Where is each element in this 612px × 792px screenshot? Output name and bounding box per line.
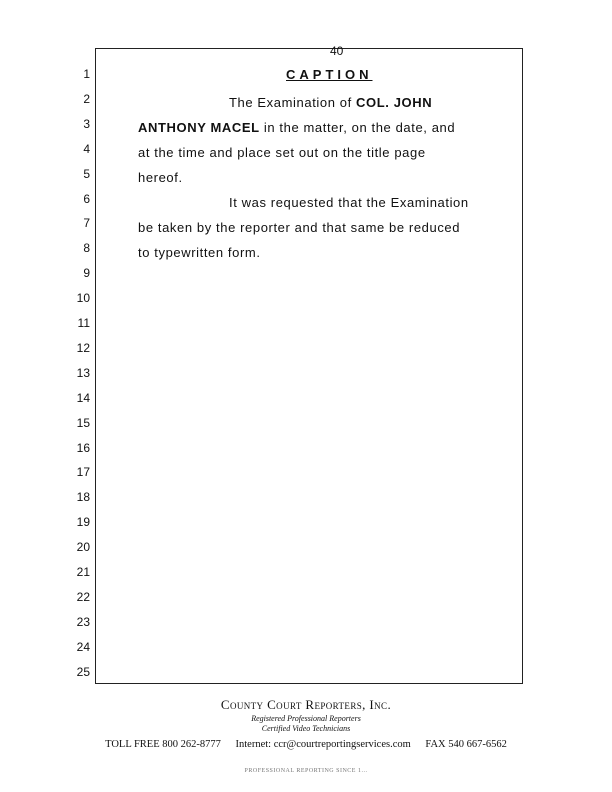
footer-tagline-2: Certified Video Technicians [261,724,351,733]
caption-line-5: hereof. [138,170,183,185]
footer-fine-print: PROFESSIONAL REPORTING SINCE 1... [244,768,368,774]
line-number: 5 [83,166,90,181]
line-number: 17 [76,465,90,480]
line-number: 23 [76,614,90,629]
line-number: 6 [83,191,90,206]
line-number: 20 [76,540,90,555]
caption-line-7: be taken by the reporter and that same be reduced [138,220,461,235]
caption-line-8: to typewritten form. [138,245,261,260]
line-number: 9 [83,266,90,281]
line-number: 11 [77,316,90,330]
transcript-page-frame [95,48,523,684]
line-number: 7 [83,216,90,231]
line-number: 22 [76,589,90,604]
caption-title: CAPTION [286,67,373,82]
line-number: 4 [83,141,90,156]
deponent-name-part2: ANTHONY MACEL [138,120,260,135]
line-number: 2 [83,91,90,106]
page-number: 40 [330,44,344,58]
caption-line-4: at the time and place set out on the title page [138,145,426,160]
footer-fax: FAX 540 667-6562 [425,739,507,750]
caption-line-2-text: The Examination of [229,95,357,110]
footer-company-name: County Court Reporters, Inc. [220,697,392,712]
caption-line-3 [138,120,455,135]
footer-internet: Internet: ccr@courtreportingservices.com [235,739,411,750]
line-number: 18 [76,490,90,505]
line-number: 8 [83,241,90,256]
line-number: 16 [76,440,90,455]
line-number: 1 [83,67,90,81]
line-number: 19 [76,515,90,530]
line-number: 15 [76,415,90,430]
caption-line-2 [229,95,432,110]
line-number: 3 [83,116,90,131]
line-number: 12 [76,340,90,355]
line-number: 13 [76,365,90,380]
footer-tagline-1: Registered Professional Reporters [251,714,361,723]
footer-contact-line [0,739,612,750]
line-number: 14 [76,390,90,405]
deponent-name-part1: COL. JOHN [356,95,433,110]
footer-toll-free: TOLL FREE 800 262-8777 [105,739,221,750]
line-number: 10 [76,291,90,306]
line-number: 25 [76,664,90,679]
caption-line-6: It was requested that the Examination [229,195,469,210]
line-number: 21 [76,565,90,579]
caption-line-3-text: in the matter, on the date, and [259,120,456,135]
line-number: 24 [76,639,90,654]
